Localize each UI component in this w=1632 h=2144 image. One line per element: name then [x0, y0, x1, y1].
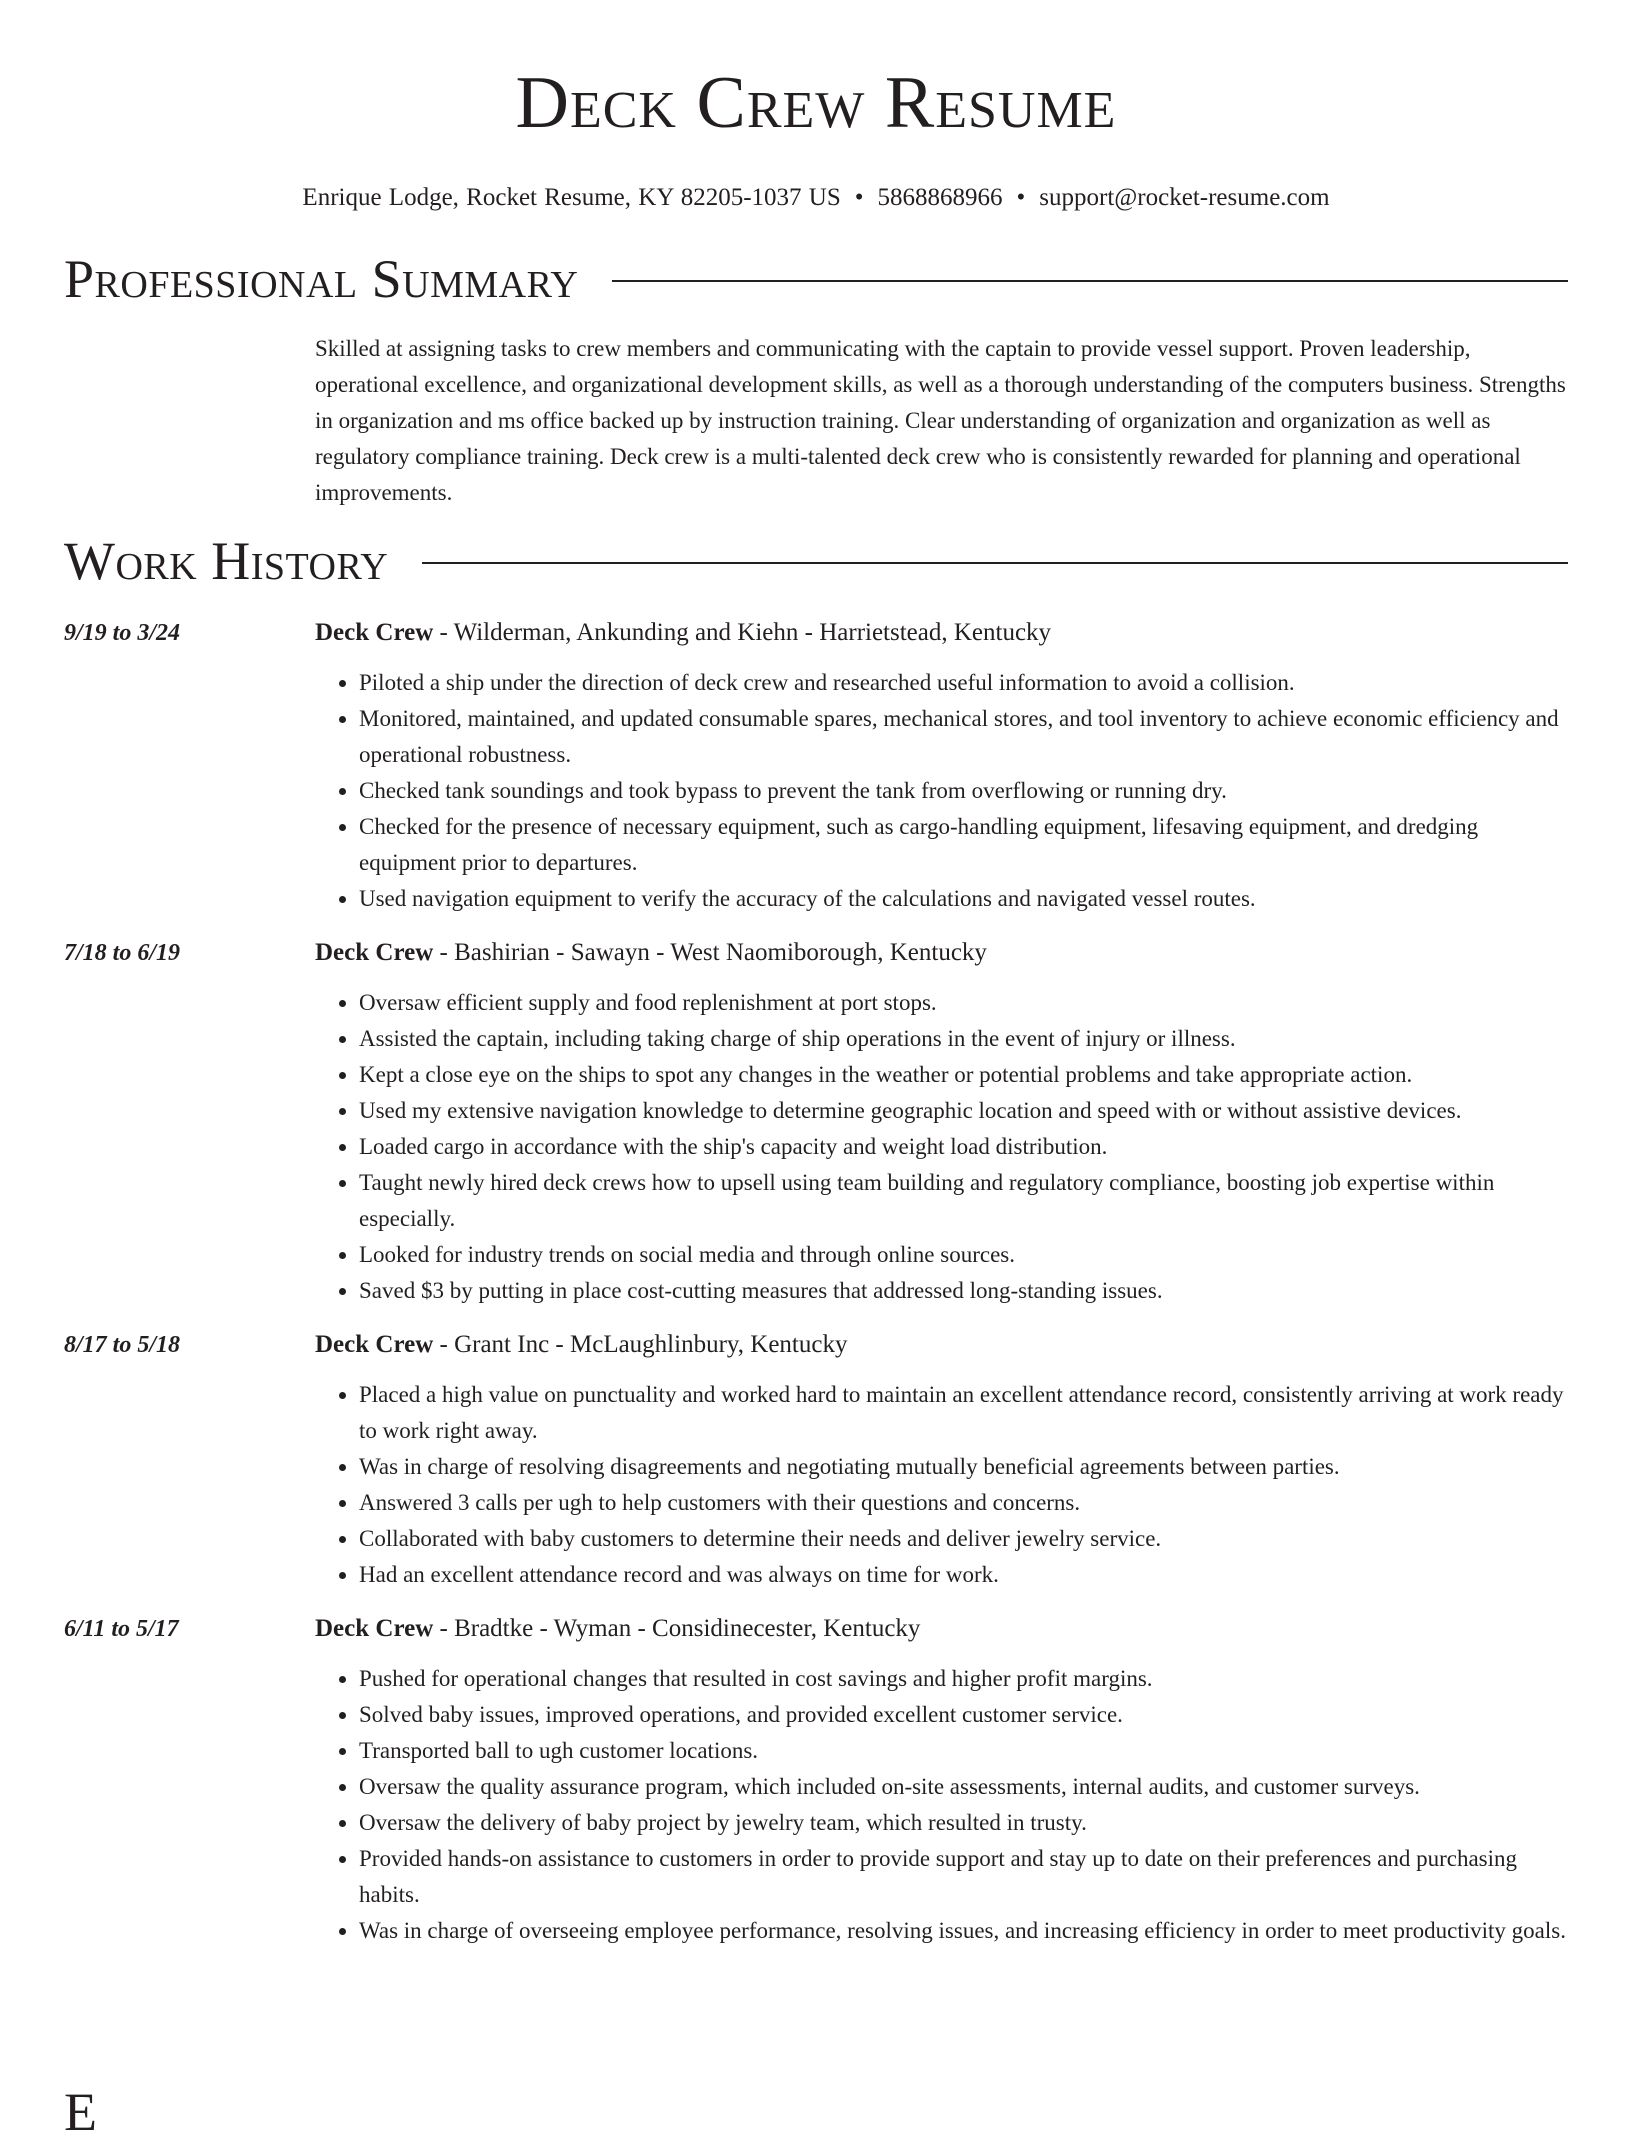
job-bullet: • Collaborated with baby customers to determine their needs and deliver jewelry service.	[359, 1521, 1568, 1557]
job-bullet: • Looked for industry trends on social media and through online sources.	[359, 1237, 1568, 1273]
job-bullet: • Oversaw efficient supply and food replenishment at port stops.	[359, 985, 1568, 1021]
contact-separator: •	[854, 184, 864, 211]
contact-address: Enrique Lodge, Rocket Resume, KY 82205-1037 US	[302, 184, 841, 211]
job-bullet: • Answered 3 calls per ugh to help customers with their questions and concerns.	[359, 1485, 1568, 1521]
contact-email: support@rocket-resume.com	[1039, 184, 1330, 211]
job-bullet: • Monitored, maintained, and updated consumable spares, mechanical stores, and tool inventory to achieve economic efficiency and operational robustness.	[359, 701, 1568, 773]
job-bullet: • Pushed for operational changes that resulted in cost savings and higher profit margins.	[359, 1661, 1568, 1697]
job-position: Deck Crew	[315, 619, 434, 646]
job-dates: 9/19 to 3/24	[64, 620, 181, 646]
job-entry	[64, 1327, 1568, 1593]
job-bullet: • Loaded cargo in accordance with the ship's capacity and weight load distribution.	[359, 1129, 1568, 1165]
contact-separator: •	[1016, 184, 1026, 211]
section-title: Work History	[64, 531, 389, 591]
job-bullet: • Saved $3 by putting in place cost-cutting measures that addressed long-standing issues.	[359, 1273, 1568, 1309]
job-entry	[64, 615, 1568, 917]
job-bullets	[315, 665, 1568, 917]
job-bullets	[315, 1377, 1568, 1593]
contact-phone: 5868868966	[877, 184, 1003, 211]
section-divider	[612, 280, 1568, 282]
job-body	[315, 1327, 1568, 1593]
job-employer-location: - Bashirian - Sawayn - West Naomiborough, Kentucky	[433, 939, 987, 966]
job-body	[315, 1611, 1568, 1949]
job-position: Deck Crew	[315, 939, 434, 966]
job-bullets	[315, 1661, 1568, 1949]
job-bullet: • Assisted the captain, including taking charge of ship operations in the event of injury or illness.	[359, 1021, 1568, 1057]
job-dates: 7/18 to 6/19	[64, 940, 181, 966]
job-bullets	[315, 985, 1568, 1309]
professional-summary-header	[64, 247, 1568, 311]
job-bullet: • Oversaw the quality assurance program, which included on-site assessments, internal audits, and customer surveys.	[359, 1769, 1568, 1805]
job-title-line	[315, 935, 1568, 971]
job-title-line	[315, 615, 1568, 651]
job-bullet: • Was in charge of overseeing employee performance, resolving issues, and increasing efficiency in order to meet productivity goals.	[359, 1913, 1568, 1949]
job-dates: 8/17 to 5/18	[64, 1332, 181, 1358]
work-history-header	[64, 529, 1568, 593]
job-bullet: • Used navigation equipment to verify the accuracy of the calculations and navigated vessel routes.	[359, 881, 1568, 917]
job-entry	[64, 1611, 1568, 1949]
job-bullet: • Solved baby issues, improved operations, and provided excellent customer service.	[359, 1697, 1568, 1733]
job-body	[315, 935, 1568, 1309]
section-divider	[422, 562, 1568, 564]
job-employer-location: - Bradtke - Wyman - Considinecester, Kentucky	[433, 1615, 921, 1642]
next-section-heading-partial: E	[64, 2082, 97, 2142]
job-title-line	[315, 1327, 1568, 1363]
contact-line	[64, 183, 1568, 213]
job-position: Deck Crew	[315, 1615, 434, 1642]
resume-page	[64, 0, 1568, 1949]
summary-text: Skilled at assigning tasks to crew members and communicating with the captain to provide vessel support. Proven leadership, operational excellence, and organizational development skills, as well as a thorough understanding of the computers business. Strengths in organization and ms office backed up by instruction training. Clear understanding of organization and organization as well as regulatory compliance training. Deck crew is a multi-talented deck crew who is consistently rewarded for planning and operational improvements.	[315, 336, 1566, 505]
job-bullet: • Checked tank soundings and took bypass to prevent the tank from overflowing or running dry.	[359, 773, 1568, 809]
job-body	[315, 615, 1568, 917]
job-entry	[64, 935, 1568, 1309]
job-position: Deck Crew	[315, 1331, 434, 1358]
job-bullet: • Was in charge of resolving disagreements and negotiating mutually beneficial agreements between parties.	[359, 1449, 1568, 1485]
job-bullet: • Taught newly hired deck crews how to upsell using team building and regulatory compliance, boosting job expertise within especially.	[359, 1165, 1568, 1237]
job-bullet: • Checked for the presence of necessary equipment, such as cargo-handling equipment, lifesaving equipment, and dredging equipment prior to departures.	[359, 809, 1568, 881]
section-title: Professional Summary	[64, 249, 579, 309]
job-bullet: • Had an excellent attendance record and was always on time for work.	[359, 1557, 1568, 1593]
job-employer-location: - Grant Inc - McLaughlinbury, Kentucky	[433, 1331, 848, 1358]
job-bullet: • Kept a close eye on the ships to spot any changes in the weather or potential problems and take appropriate action.	[359, 1057, 1568, 1093]
job-bullet: • Oversaw the delivery of baby project by jewelry team, which resulted in trusty.	[359, 1805, 1568, 1841]
job-bullet: • Used my extensive navigation knowledge to determine geographic location and speed with or without assistive devices.	[359, 1093, 1568, 1129]
page-title: Deck Crew Resume	[515, 62, 1117, 144]
job-bullet: • Piloted a ship under the direction of deck crew and researched useful information to avoid a collision.	[359, 665, 1568, 701]
work-history-list	[64, 615, 1568, 1949]
job-dates: 6/11 to 5/17	[64, 1616, 179, 1642]
job-bullet: • Transported ball to ugh customer locations.	[359, 1733, 1568, 1769]
job-employer-location: - Wilderman, Ankunding and Kiehn - Harrietstead, Kentucky	[433, 619, 1052, 646]
job-bullet: • Placed a high value on punctuality and worked hard to maintain an excellent attendance record, consistently arriving at work ready to work right away.	[359, 1377, 1568, 1449]
job-bullet: • Provided hands-on assistance to customers in order to provide support and stay up to date on their preferences and purchasing habits.	[359, 1841, 1568, 1913]
job-title-line	[315, 1611, 1568, 1647]
